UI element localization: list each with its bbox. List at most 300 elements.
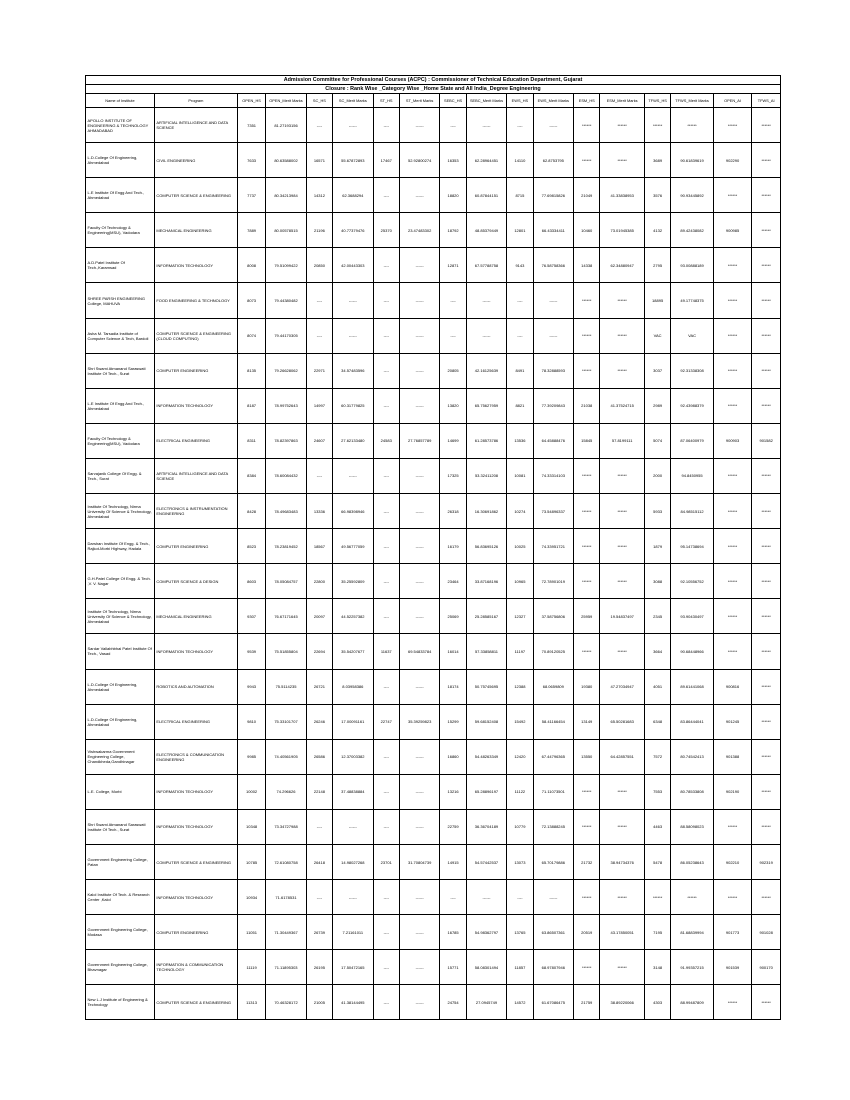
value-cell: ****** bbox=[600, 108, 645, 143]
value-cell: ------ bbox=[399, 318, 440, 353]
value-cell: 60.31779825 bbox=[333, 388, 374, 423]
value-cell: 8821 bbox=[507, 388, 533, 423]
value-cell: ---- bbox=[306, 108, 332, 143]
value-cell: ****** bbox=[574, 108, 600, 143]
value-cell: ****** bbox=[752, 108, 781, 143]
value-cell: 7633 bbox=[237, 143, 265, 178]
value-cell: 80.34213984 bbox=[266, 178, 307, 213]
value-cell: 81.68839994 bbox=[671, 915, 714, 950]
value-cell: 5933 bbox=[644, 494, 670, 529]
column-header: OPEN_AI bbox=[713, 94, 751, 108]
value-cell: ****** bbox=[600, 774, 645, 809]
value-cell: ****** bbox=[713, 388, 751, 423]
value-cell: 60.87844151 bbox=[466, 178, 507, 213]
value-cell: ------ bbox=[466, 108, 507, 143]
value-cell: ****** bbox=[574, 283, 600, 318]
column-header: SEBC_HS bbox=[440, 94, 466, 108]
value-cell: ****** bbox=[713, 458, 751, 493]
value-cell: ****** bbox=[752, 318, 781, 353]
table-row bbox=[86, 423, 781, 458]
value-cell: 15845 bbox=[574, 423, 600, 458]
column-header: ST_HS bbox=[373, 94, 399, 108]
value-cell: 2000 bbox=[644, 458, 670, 493]
program-cell: COMPUTER SCIENCE & ENGINEERING bbox=[154, 844, 237, 879]
value-cell: 84.98515112 bbox=[671, 494, 714, 529]
value-cell: ****** bbox=[752, 564, 781, 599]
column-header: EWS_HS bbox=[507, 94, 533, 108]
institute-name-cell: L.E Institute Of Engg And Tech., Ahmedabad bbox=[86, 178, 155, 213]
value-cell: ****** bbox=[574, 318, 600, 353]
value-cell: 93.00888189 bbox=[671, 248, 714, 283]
value-cell: 21049 bbox=[574, 178, 600, 213]
value-cell: ****** bbox=[752, 213, 781, 248]
value-cell: 62.8753795 bbox=[533, 143, 574, 178]
value-cell: 8073 bbox=[237, 283, 265, 318]
value-cell: 22800 bbox=[306, 564, 332, 599]
column-header: SC_HS bbox=[306, 94, 332, 108]
value-cell: ------ bbox=[399, 458, 440, 493]
table-row bbox=[86, 880, 781, 915]
value-cell: ---- bbox=[373, 494, 399, 529]
value-cell: 8491 bbox=[507, 353, 533, 388]
value-cell: ------ bbox=[399, 915, 440, 950]
value-cell: 21196 bbox=[306, 213, 332, 248]
value-cell: 75.5114235 bbox=[266, 669, 307, 704]
value-cell: 35.25592809 bbox=[333, 564, 374, 599]
value-cell: ****** bbox=[600, 809, 645, 844]
value-cell: 8074 bbox=[237, 318, 265, 353]
value-cell: 13765 bbox=[507, 915, 533, 950]
value-cell: ---- bbox=[440, 283, 466, 318]
value-cell: 87.06400979 bbox=[671, 423, 714, 458]
value-cell: ****** bbox=[574, 950, 600, 985]
table-row bbox=[86, 494, 781, 529]
value-cell: ****** bbox=[574, 809, 600, 844]
value-cell: 64.45888476 bbox=[533, 423, 574, 458]
table-row bbox=[86, 739, 781, 774]
value-cell: ****** bbox=[713, 248, 751, 283]
value-cell: ****** bbox=[600, 634, 645, 669]
value-cell: 71.11895303 bbox=[266, 950, 307, 985]
value-cell: ****** bbox=[713, 178, 751, 213]
program-cell: MECHANICAL ENGINEERING bbox=[154, 599, 237, 634]
value-cell: 56.83695126 bbox=[466, 529, 507, 564]
value-cell: 90.61839619 bbox=[671, 143, 714, 178]
program-cell: ELECTRICAL ENGINEERING bbox=[154, 704, 237, 739]
value-cell: 35.54207677 bbox=[333, 634, 374, 669]
column-header: Program bbox=[154, 94, 237, 108]
table-row bbox=[86, 529, 781, 564]
value-cell: ****** bbox=[713, 494, 751, 529]
value-cell: ****** bbox=[600, 529, 645, 564]
value-cell: 43.17850051 bbox=[600, 915, 645, 950]
institute-name-cell: New L.J Institute of Engineering & Technology bbox=[86, 985, 155, 1020]
value-cell: 7195 bbox=[644, 915, 670, 950]
value-cell: ---- bbox=[306, 318, 332, 353]
value-cell: 21732 bbox=[574, 844, 600, 879]
value-cell: 23701 bbox=[373, 844, 399, 879]
program-cell: INFORMATION TECHNOLOGY bbox=[154, 634, 237, 669]
value-cell: 21759 bbox=[574, 985, 600, 1020]
value-cell: ****** bbox=[713, 880, 751, 915]
value-cell: 20850 bbox=[306, 248, 332, 283]
value-cell: 3037 bbox=[644, 353, 670, 388]
value-cell: ------ bbox=[466, 880, 507, 915]
value-cell: 902210 bbox=[713, 844, 751, 879]
value-cell: ---- bbox=[507, 283, 533, 318]
institute-name-cell: L.E. College, Morbi bbox=[86, 774, 155, 809]
value-cell: 11119 bbox=[237, 950, 265, 985]
value-cell: 7572 bbox=[644, 739, 670, 774]
value-cell: 3088 bbox=[644, 564, 670, 599]
value-cell: 22971 bbox=[306, 353, 332, 388]
value-cell: 78.82397863 bbox=[266, 423, 307, 458]
table-row bbox=[86, 318, 781, 353]
value-cell: ****** bbox=[752, 774, 781, 809]
value-cell: ------ bbox=[399, 529, 440, 564]
value-cell: 16571 bbox=[306, 143, 332, 178]
column-header-row bbox=[86, 94, 781, 108]
column-header: TFWS_AI bbox=[752, 94, 781, 108]
table-row bbox=[86, 774, 781, 809]
value-cell: 66.98398946 bbox=[333, 494, 374, 529]
value-cell: ------ bbox=[466, 318, 507, 353]
institute-name-cell: Institute Of Technology, Nirma University Of Science & Technology, Ahmedabad bbox=[86, 599, 155, 634]
value-cell: 35.39259823 bbox=[399, 704, 440, 739]
value-cell: VAC bbox=[644, 318, 670, 353]
value-cell: 13073 bbox=[507, 844, 533, 879]
value-cell: 49.17748375 bbox=[671, 283, 714, 318]
value-cell: 66.43334411 bbox=[533, 213, 574, 248]
value-cell: 15771 bbox=[440, 950, 466, 985]
column-header: Name of Institute bbox=[86, 94, 155, 108]
value-cell: ------ bbox=[399, 178, 440, 213]
value-cell: 42.16125639 bbox=[466, 353, 507, 388]
value-cell: 7889 bbox=[237, 213, 265, 248]
value-cell: ****** bbox=[644, 108, 670, 143]
sheet-title: Admission Committee for Professional Courses (ACPC) : Commissioner of Technical Education Department, Gujarat bbox=[86, 76, 781, 85]
value-cell: 12.37003382 bbox=[333, 739, 374, 774]
table-row bbox=[86, 248, 781, 283]
value-cell: ---- bbox=[373, 529, 399, 564]
value-cell: 26418 bbox=[306, 844, 332, 879]
value-cell: 74.33951721 bbox=[533, 529, 574, 564]
value-cell: 16353 bbox=[440, 143, 466, 178]
value-cell: ****** bbox=[574, 529, 600, 564]
program-cell: ARTIFICIAL INTELLIGENCE AND DATA SCIENCE bbox=[154, 458, 237, 493]
value-cell: 13149 bbox=[574, 704, 600, 739]
value-cell: ****** bbox=[752, 143, 781, 178]
value-cell: ****** bbox=[600, 283, 645, 318]
value-cell: ---- bbox=[373, 599, 399, 634]
program-cell: FOOD ENGINEERING & TECHNOLOGY bbox=[154, 283, 237, 318]
value-cell: 61.67086475 bbox=[533, 985, 574, 1020]
value-cell: ------ bbox=[333, 458, 374, 493]
institute-name-cell: APOLLO INSTITUTE OF ENGINEERING & TECHNOLOGY AHMADABAD bbox=[86, 108, 155, 143]
value-cell: 54.48263349 bbox=[466, 739, 507, 774]
program-cell: MECHANICAL ENGINEERING bbox=[154, 213, 237, 248]
value-cell: 47.27034947 bbox=[600, 669, 645, 704]
value-cell: 18792 bbox=[440, 213, 466, 248]
value-cell: 57.8199111 bbox=[600, 423, 645, 458]
value-cell: 10965 bbox=[507, 564, 533, 599]
value-cell: ------ bbox=[399, 564, 440, 599]
value-cell: ****** bbox=[713, 809, 751, 844]
value-cell: 67.44796365 bbox=[533, 739, 574, 774]
value-cell: 9985 bbox=[237, 739, 265, 774]
value-cell: 53.32411208 bbox=[466, 458, 507, 493]
value-cell: ****** bbox=[713, 108, 751, 143]
value-cell: 24607 bbox=[306, 423, 332, 458]
value-cell: 78.23819452 bbox=[266, 529, 307, 564]
value-cell: 2345 bbox=[644, 599, 670, 634]
value-cell: 62.28964451 bbox=[466, 143, 507, 178]
program-cell: INFORMATION TECHNOLOGY bbox=[154, 248, 237, 283]
value-cell: 8008 bbox=[237, 248, 265, 283]
value-cell: 68.0659809 bbox=[533, 669, 574, 704]
value-cell: 26586 bbox=[306, 739, 332, 774]
value-cell: ------ bbox=[333, 283, 374, 318]
value-cell: 10779 bbox=[507, 809, 533, 844]
value-cell: ****** bbox=[752, 669, 781, 704]
table-row bbox=[86, 844, 781, 879]
value-cell: 79.44170305 bbox=[266, 318, 307, 353]
value-cell: 33.87168196 bbox=[466, 564, 507, 599]
value-cell: 71.6178531 bbox=[266, 880, 307, 915]
value-cell: ****** bbox=[574, 634, 600, 669]
value-cell: 5478 bbox=[644, 844, 670, 879]
value-cell: 14915 bbox=[440, 844, 466, 879]
value-cell: ****** bbox=[574, 564, 600, 599]
value-cell: 55.67872893 bbox=[333, 143, 374, 178]
value-cell: ------ bbox=[466, 283, 507, 318]
value-cell: 79.51099422 bbox=[266, 248, 307, 283]
value-cell: 902290 bbox=[713, 143, 751, 178]
value-cell: 14997 bbox=[306, 388, 332, 423]
value-cell: ---- bbox=[373, 178, 399, 213]
table-row bbox=[86, 634, 781, 669]
program-cell: INFORMATION TECHNOLOGY bbox=[154, 774, 237, 809]
value-cell: 78.05084757 bbox=[266, 564, 307, 599]
value-cell: ****** bbox=[574, 458, 600, 493]
value-cell: 37.48838884 bbox=[333, 774, 374, 809]
value-cell: ------ bbox=[399, 353, 440, 388]
value-cell: 10274 bbox=[507, 494, 533, 529]
program-cell: COMPUTER ENGINEERING bbox=[154, 353, 237, 388]
value-cell: 54.98362797 bbox=[466, 915, 507, 950]
program-cell: COMPUTER SCIENCE & ENGINEERING bbox=[154, 178, 237, 213]
value-cell: 92.10556752 bbox=[671, 564, 714, 599]
value-cell: 27.62133480 bbox=[333, 423, 374, 458]
institute-name-cell: Shri Swami Atmanand Saraswati Institute Of Tech., Surat bbox=[86, 353, 155, 388]
value-cell: 19.54837497 bbox=[600, 599, 645, 634]
value-cell: ****** bbox=[752, 529, 781, 564]
value-cell: 72.13888245 bbox=[533, 809, 574, 844]
value-cell: 80.78533808 bbox=[671, 774, 714, 809]
value-cell: ------ bbox=[399, 108, 440, 143]
value-cell: 78.60084432 bbox=[266, 458, 307, 493]
value-cell: ---- bbox=[306, 880, 332, 915]
value-cell: 26318 bbox=[440, 494, 466, 529]
value-cell: ****** bbox=[600, 458, 645, 493]
value-cell: 89.42438082 bbox=[671, 213, 714, 248]
value-cell: 74.296626 bbox=[266, 774, 307, 809]
value-cell: ------ bbox=[399, 669, 440, 704]
value-cell: ------ bbox=[399, 880, 440, 915]
value-cell: 900170 bbox=[752, 950, 781, 985]
value-cell: 14338 bbox=[574, 248, 600, 283]
value-cell: ------ bbox=[399, 985, 440, 1020]
value-cell: ---- bbox=[373, 283, 399, 318]
value-cell: 58.08301494 bbox=[466, 950, 507, 985]
value-cell: 52.92800274 bbox=[399, 143, 440, 178]
value-cell: 4463 bbox=[644, 809, 670, 844]
value-cell: 4303 bbox=[644, 985, 670, 1020]
value-cell: 22759 bbox=[440, 809, 466, 844]
value-cell: 8.03958386 bbox=[333, 669, 374, 704]
value-cell: ****** bbox=[600, 950, 645, 985]
value-cell: ---- bbox=[373, 985, 399, 1020]
value-cell: 88.99487809 bbox=[671, 985, 714, 1020]
program-cell: INFORMATION & COMMUNICATION TECHNOLOGY bbox=[154, 950, 237, 985]
program-cell: ELECTRICAL ENGINEERING bbox=[154, 423, 237, 458]
value-cell: 9307 bbox=[237, 599, 265, 634]
table-row bbox=[86, 213, 781, 248]
value-cell: ****** bbox=[600, 318, 645, 353]
value-cell: ------ bbox=[399, 283, 440, 318]
column-header: EWS_Merit Marks bbox=[533, 94, 574, 108]
value-cell: 14699 bbox=[440, 423, 466, 458]
value-cell: 41.33838953 bbox=[600, 178, 645, 213]
value-cell: ****** bbox=[671, 108, 714, 143]
value-cell: 25959 bbox=[574, 599, 600, 634]
value-cell: ---- bbox=[507, 318, 533, 353]
table-row bbox=[86, 388, 781, 423]
value-cell: 4051 bbox=[644, 669, 670, 704]
value-cell: ****** bbox=[600, 494, 645, 529]
value-cell: 73.01945385 bbox=[600, 213, 645, 248]
value-cell: 89.61441068 bbox=[671, 669, 714, 704]
value-cell: 63.86507361 bbox=[533, 915, 574, 950]
table-row bbox=[86, 143, 781, 178]
value-cell: 10081 bbox=[507, 458, 533, 493]
value-cell: 11197 bbox=[507, 634, 533, 669]
value-cell: ------ bbox=[399, 774, 440, 809]
value-cell: 10934 bbox=[237, 880, 265, 915]
value-cell: 3576 bbox=[644, 178, 670, 213]
value-cell: ****** bbox=[574, 774, 600, 809]
program-cell: COMPUTER SCIENCE & ENGINEERING bbox=[154, 985, 237, 1020]
value-cell: 23.47483302 bbox=[399, 213, 440, 248]
value-cell: ---- bbox=[373, 458, 399, 493]
institute-name-cell: Institute Of Technology, Nirma University Of Science & Technology, Ahmedabad bbox=[86, 494, 155, 529]
value-cell: 38.89220066 bbox=[600, 985, 645, 1020]
value-cell: 12388 bbox=[507, 669, 533, 704]
value-cell: 93.90430497 bbox=[671, 599, 714, 634]
value-cell: 10785 bbox=[237, 844, 265, 879]
institute-name-cell: Faculty Of Technology & Engineering(MSU), Vadodara bbox=[86, 213, 155, 248]
value-cell: 8187 bbox=[237, 388, 265, 423]
value-cell: ---- bbox=[440, 880, 466, 915]
value-cell: 16179 bbox=[440, 529, 466, 564]
value-cell: ---- bbox=[373, 388, 399, 423]
value-cell: 20805 bbox=[440, 353, 466, 388]
institute-name-cell: G.H.Patel College Of Engg. & Tech. ,V. V. Nagar bbox=[86, 564, 155, 599]
value-cell: 69.54833784 bbox=[399, 634, 440, 669]
institute-name-cell: Sardar Vallabhbhai Patel Institute Of Tech., Vasad bbox=[86, 634, 155, 669]
value-cell: 62.3688294 bbox=[333, 178, 374, 213]
value-cell: ---- bbox=[507, 880, 533, 915]
value-cell: 71.30449367 bbox=[266, 915, 307, 950]
value-cell: 13336 bbox=[306, 494, 332, 529]
table-row bbox=[86, 353, 781, 388]
value-cell: 3664 bbox=[644, 634, 670, 669]
value-cell: 16014 bbox=[440, 634, 466, 669]
program-cell: COMPUTER ENGINEERING bbox=[154, 529, 237, 564]
program-cell: INFORMATION TECHNOLOGY bbox=[154, 880, 237, 915]
value-cell: 73.34727988 bbox=[266, 809, 307, 844]
value-cell: 17.50472165 bbox=[333, 950, 374, 985]
value-cell: ****** bbox=[713, 318, 751, 353]
value-cell: 9143 bbox=[507, 248, 533, 283]
value-cell: 10002 bbox=[237, 774, 265, 809]
value-cell: 14110 bbox=[507, 143, 533, 178]
value-cell: 49.56777059 bbox=[333, 529, 374, 564]
value-cell: ****** bbox=[752, 809, 781, 844]
value-cell: 21038 bbox=[574, 388, 600, 423]
institute-name-cell: L.E Institute Of Engg And Tech., Ahmedabad bbox=[86, 388, 155, 423]
table-row bbox=[86, 283, 781, 318]
value-cell: 38.94734376 bbox=[600, 844, 645, 879]
value-cell: 31.70804739 bbox=[399, 844, 440, 879]
value-cell: ------ bbox=[533, 880, 574, 915]
value-cell: ---- bbox=[373, 809, 399, 844]
value-cell: ****** bbox=[752, 985, 781, 1020]
value-cell: ****** bbox=[713, 564, 751, 599]
value-cell: ------ bbox=[533, 318, 574, 353]
value-cell: 91.99357215 bbox=[671, 950, 714, 985]
value-cell: 88.58098023 bbox=[671, 809, 714, 844]
table-row bbox=[86, 809, 781, 844]
program-cell: CIVIL ENGINEERING bbox=[154, 143, 237, 178]
value-cell: ****** bbox=[713, 634, 751, 669]
value-cell: 10460 bbox=[574, 213, 600, 248]
value-cell: 90.93445892 bbox=[671, 178, 714, 213]
value-cell: 7.21161011 bbox=[333, 915, 374, 950]
value-cell: ****** bbox=[713, 283, 751, 318]
value-cell: 9810 bbox=[237, 704, 265, 739]
value-cell: 78.49683483 bbox=[266, 494, 307, 529]
value-cell: 71.11073501 bbox=[533, 774, 574, 809]
value-cell: 80.63588002 bbox=[266, 143, 307, 178]
closure-table bbox=[85, 75, 781, 1020]
value-cell: 902190 bbox=[713, 774, 751, 809]
value-cell: ****** bbox=[752, 178, 781, 213]
value-cell: 13536 bbox=[507, 423, 533, 458]
value-cell: 77.39209843 bbox=[533, 388, 574, 423]
value-cell: 11313 bbox=[237, 985, 265, 1020]
value-cell: ---- bbox=[373, 880, 399, 915]
value-cell: ****** bbox=[752, 248, 781, 283]
value-cell: ------ bbox=[333, 318, 374, 353]
value-cell: 59.68152408 bbox=[466, 704, 507, 739]
value-cell: ------ bbox=[333, 108, 374, 143]
institute-name-cell: Shri Swami Atmanand Saraswati Institute Of Tech., Surat bbox=[86, 809, 155, 844]
value-cell: ---- bbox=[373, 915, 399, 950]
value-cell: 18174 bbox=[440, 669, 466, 704]
value-cell: ---- bbox=[440, 318, 466, 353]
value-cell: 50.75745695 bbox=[466, 669, 507, 704]
